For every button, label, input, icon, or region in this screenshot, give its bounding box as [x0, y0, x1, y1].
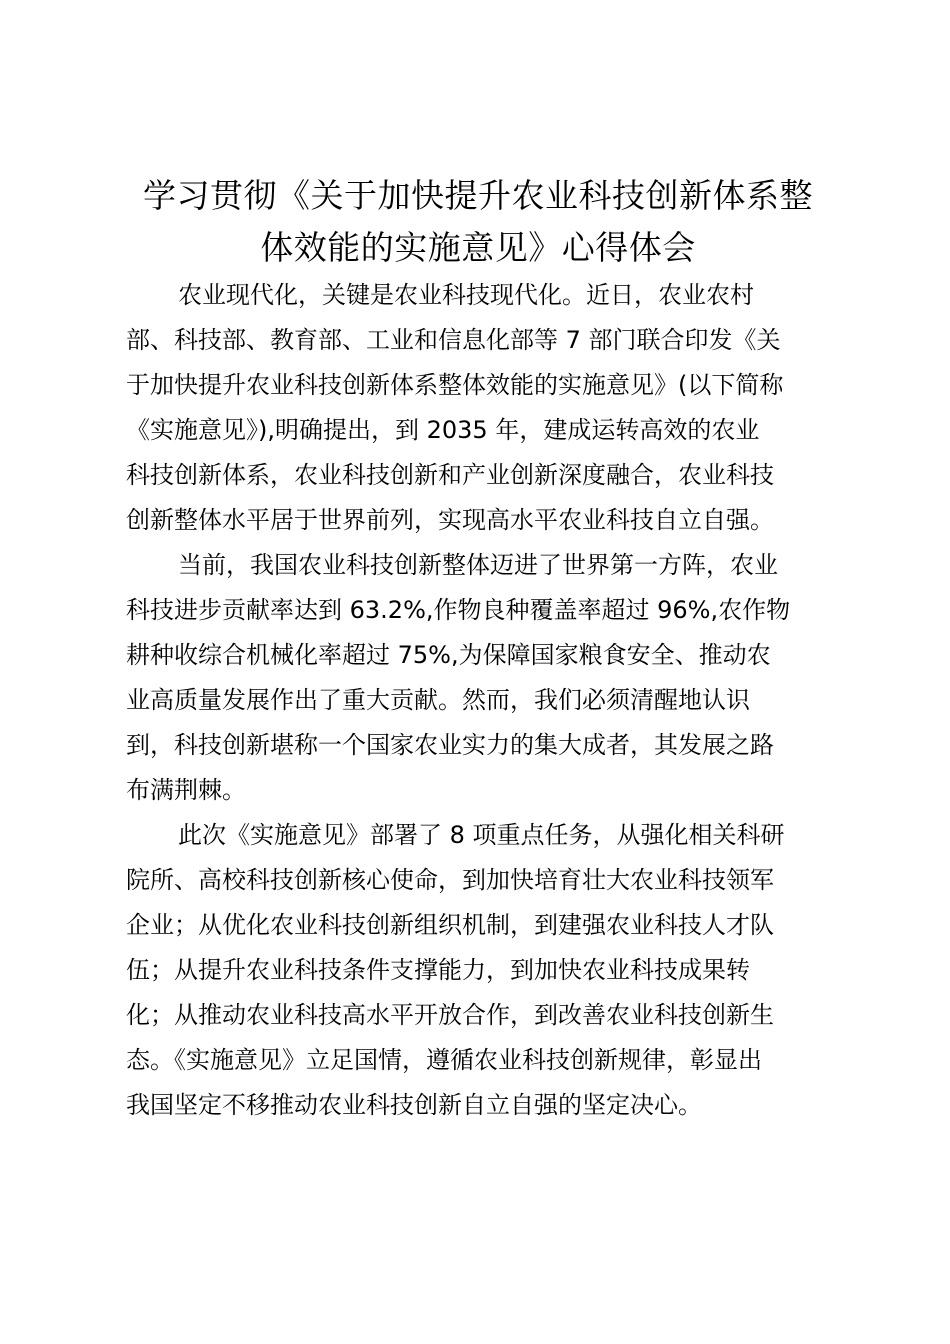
paragraph-2 [126, 543, 826, 813]
document-title [118, 170, 838, 274]
paragraph-line: 《实施意见》),明确提出，到 2035 年，建成运转高效的农业 [126, 416, 760, 444]
title-line: 学习贯彻《关于加快提升农业科技创新体系整 [143, 176, 813, 215]
paragraph-line: 科技创新体系，农业科技创新和产业创新深度融合，农业科技 [126, 461, 774, 489]
paragraph-line: 业高质量发展作出了重大贡献。然而，我们必须清醒地认识 [126, 686, 750, 714]
document-body [126, 273, 826, 1128]
paragraph-line: 科技进步贡献率达到 63.2%,作物良种覆盖率超过 96%,农作物 [126, 596, 791, 624]
paragraph-line: 耕种收综合机械化率超过 75%,为保障国家粮食安全、推动农 [126, 641, 771, 669]
paragraph-line: 于加快提升农业科技创新体系整体效能的实施意见》(以下简称 [126, 371, 784, 399]
paragraph-line: 农业现代化，关键是农业科技现代化。近日，农业农村 [178, 281, 754, 309]
paragraph-line: 化；从推动农业科技高水平开放合作，到改善农业科技创新生 [126, 1001, 774, 1029]
paragraph-line: 我国坚定不移推动农业科技创新自立自强的坚定决心。 [126, 1091, 702, 1119]
paragraph-line: 伍；从提升农业科技条件支撑能力，到加快农业科技成果转 [126, 956, 750, 984]
paragraph-line: 此次《实施意见》部署了 8 项重点任务，从强化相关科研 [178, 821, 785, 849]
paragraph-3 [126, 813, 826, 1128]
paragraph-line: 态。《实施意见》立足国情，遵循农业科技创新规律，彰显出 [126, 1046, 762, 1074]
paragraph-line: 创新整体水平居于世界前列，实现高水平农业科技自立自强。 [126, 506, 774, 534]
paragraph-line: 布满荆棘。 [126, 776, 246, 804]
paragraph-line: 当前，我国农业科技创新整体迈进了世界第一方阵，农业 [178, 551, 778, 579]
paragraph-1 [126, 273, 826, 543]
title-line: 体效能的实施意见》心得体会 [260, 228, 696, 267]
paragraph-line: 部、科技部、教育部、工业和信息化部等 7 部门联合印发《关 [126, 326, 781, 354]
paragraph-line: 企业；从优化农业科技创新组织机制，到建强农业科技人才队 [126, 911, 774, 939]
paragraph-line: 院所、高校科技创新核心使命，到加快培育壮大农业科技领军 [126, 866, 774, 894]
paragraph-line: 到，科技创新堪称一个国家农业实力的集大成者，其发展之路 [126, 731, 774, 759]
